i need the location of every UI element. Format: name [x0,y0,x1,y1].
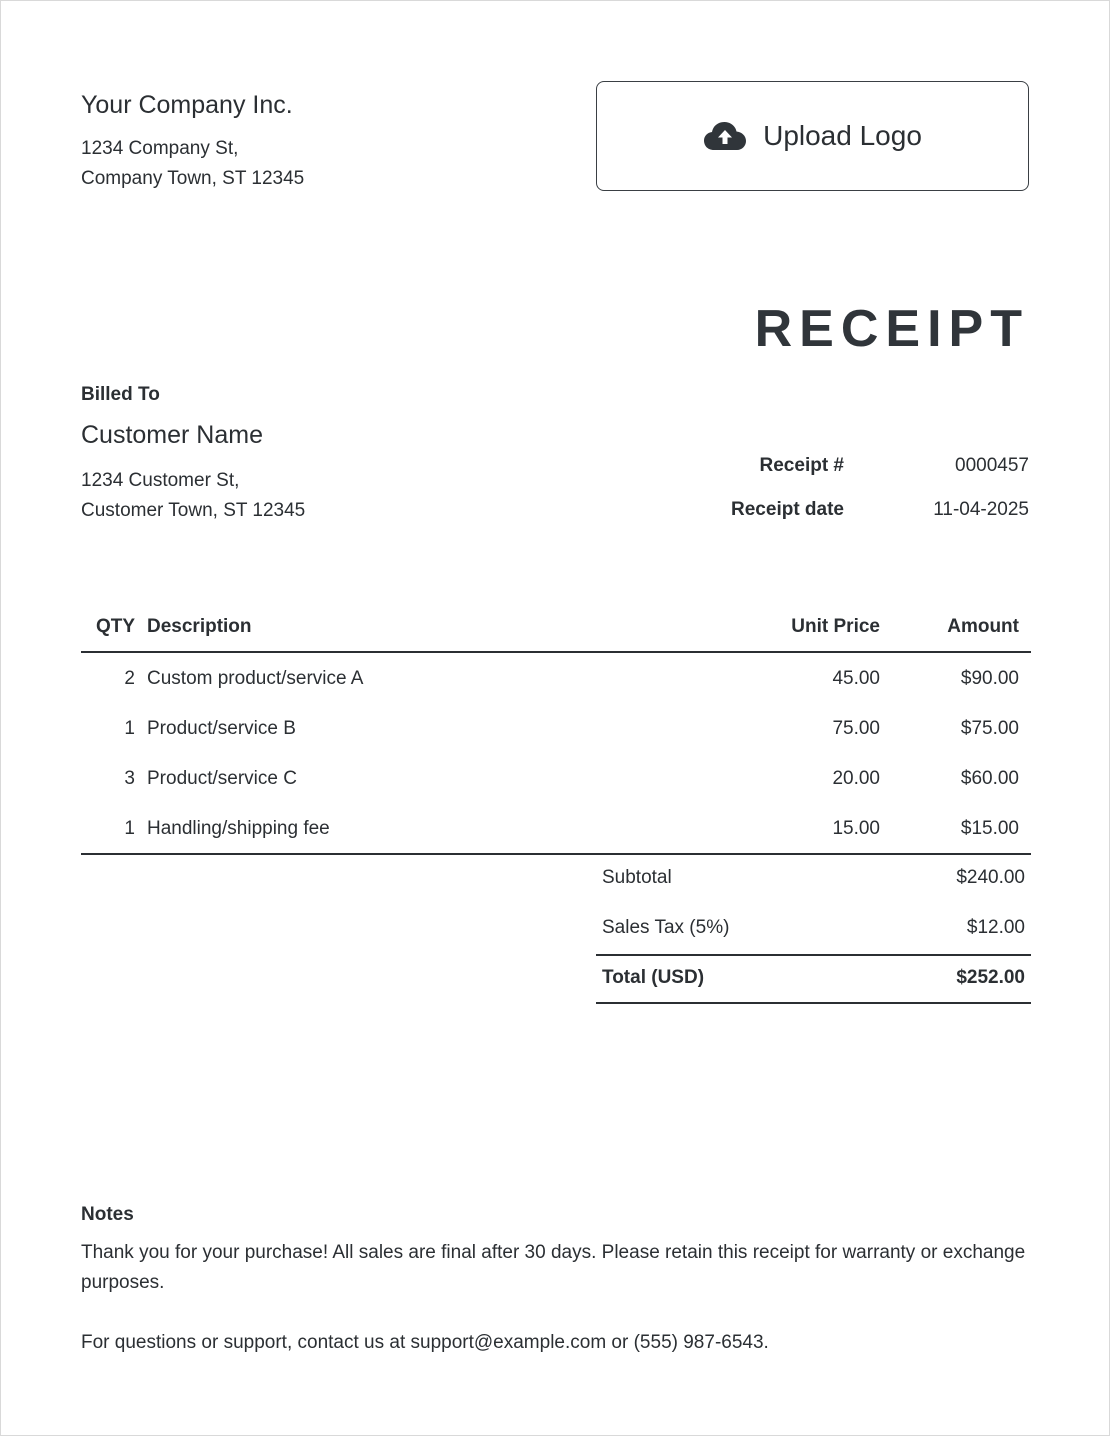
table-row [81,803,1031,853]
subtotal-row [596,854,1031,904]
header-qty: QTY [95,616,135,637]
row-qty[interactable]: 1 [124,818,135,839]
upload-logo-label: Upload Logo [763,120,922,151]
line-items-header [81,601,1031,653]
company-address-line1[interactable]: 1234 Company St, [81,138,239,159]
row-unit-price[interactable]: 45.00 [832,668,880,689]
row-unit-price[interactable]: 20.00 [832,768,880,789]
sales-tax-value: $12.00 [966,917,1025,938]
total-row [596,954,1031,1004]
notes-heading: Notes [81,1204,134,1225]
cloud-upload-icon [703,121,747,151]
receipt-date-label: Receipt date [731,499,844,520]
row-amount: $90.00 [960,668,1019,689]
receipt-number-label: Receipt # [759,455,844,476]
customer-address-line2[interactable]: Customer Town, ST 12345 [81,500,306,521]
customer-address-line1[interactable]: 1234 Customer St, [81,470,240,491]
row-unit-price[interactable]: 75.00 [832,718,880,739]
line-items-table [81,601,1031,855]
row-description[interactable]: Product/service C [147,768,297,789]
row-unit-price[interactable]: 15.00 [832,818,880,839]
header-description: Description [147,616,252,637]
row-description[interactable]: Custom product/service A [147,668,364,689]
company-address-line2[interactable]: Company Town, ST 12345 [81,168,305,189]
customer-address [81,466,305,526]
upload-logo-button[interactable] [596,81,1029,191]
notes-contact[interactable]: For questions or support, contact us at support@example.com or (555) 987-6543. [81,1332,769,1353]
total-label: Total (USD) [602,967,705,988]
row-description[interactable]: Product/service B [147,718,296,739]
billed-to-heading: Billed To [81,384,160,405]
row-qty[interactable]: 3 [124,768,135,789]
row-description[interactable]: Handling/shipping fee [147,818,330,839]
receipt-date-value[interactable]: 11-04-2025 [933,499,1029,520]
subtotal-value: $240.00 [956,867,1025,888]
notes-text[interactable]: Thank you for your purchase! All sales are final after 30 days. Please retain this receipt for warranty or exchange purposes. [81,1242,1026,1293]
totals-section [596,854,1031,1004]
company-address [81,134,304,194]
total-value: $252.00 [956,967,1025,988]
receipt-number-value[interactable]: 0000457 [955,455,1029,476]
row-qty[interactable]: 2 [124,668,135,689]
header-amount: Amount [947,616,1019,637]
row-amount: $75.00 [960,718,1019,739]
header-unit-price: Unit Price [791,616,880,637]
row-amount: $60.00 [960,768,1019,789]
row-qty[interactable]: 1 [124,718,135,739]
sales-tax-row [596,904,1031,954]
customer-name[interactable]: Customer Name [81,421,263,449]
row-amount: $15.00 [960,818,1019,839]
table-row [81,703,1031,753]
sales-tax-label[interactable]: Sales Tax (5%) [602,917,730,938]
company-name[interactable]: Your Company Inc. [81,91,293,119]
table-row [81,653,1031,703]
table-row [81,753,1031,803]
document-title: RECEIPT [754,300,1029,358]
line-items-body [81,653,1031,855]
subtotal-label: Subtotal [602,867,672,888]
